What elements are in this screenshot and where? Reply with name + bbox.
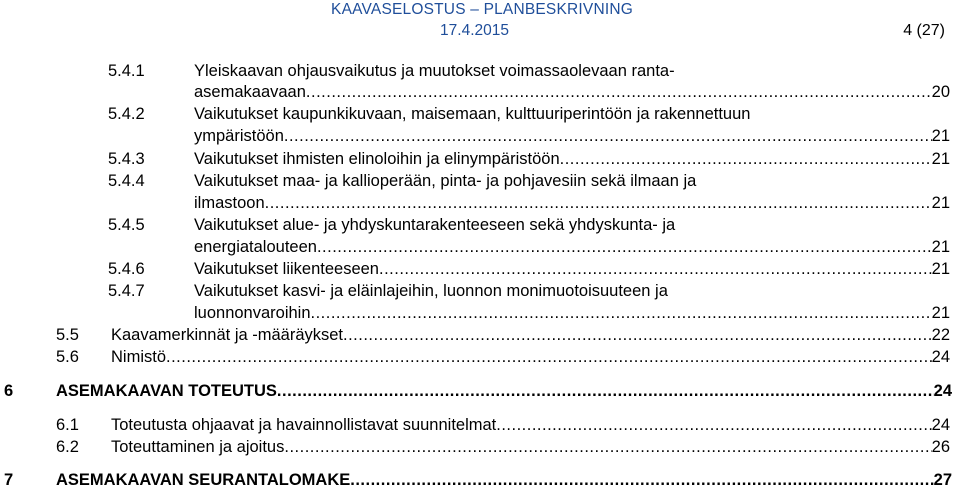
toc-number: 5.4.7 — [108, 282, 145, 300]
toc-page: 21 — [931, 150, 950, 168]
toc-title: Vaikutukset alue- ja yhdyskuntarakenteeseen sekä yhdyskunta- ja — [194, 216, 676, 234]
toc-title-cont: ympäristöön — [194, 127, 284, 145]
dot-leader — [284, 438, 931, 457]
toc-number: 5.6 — [56, 348, 79, 366]
toc-title-cont: ilmastoon — [194, 194, 265, 212]
dot-leader — [343, 326, 932, 345]
toc-page: 22 — [931, 326, 950, 344]
dot-leader — [560, 150, 932, 169]
toc-page: 21 — [931, 238, 950, 256]
toc-title: Vaikutukset kaupunkikuvaan, maisemaan, kulttuuriperintöön ja rakennettuun — [194, 105, 751, 123]
toc-number: 6.2 — [56, 438, 79, 456]
toc-page: 24 — [931, 416, 950, 434]
toc-page: 21 — [931, 194, 950, 212]
toc-title: ASEMAKAAVAN TOTEUTUS — [56, 382, 277, 400]
toc-number: 5.5 — [56, 326, 79, 344]
dot-leader — [265, 194, 932, 213]
dot-leader — [306, 83, 932, 102]
toc-number: 5.4.3 — [108, 150, 145, 168]
toc-title: ASEMAKAAVAN SEURANTALOMAKE — [56, 471, 351, 489]
toc-number: 5.4.1 — [108, 62, 145, 80]
toc-number: 5.4.4 — [108, 172, 145, 190]
toc-title: Nimistö — [111, 348, 167, 366]
toc-page: 24 — [931, 348, 950, 366]
page-number: 4 (27) — [903, 22, 945, 39]
dot-leader — [379, 260, 932, 279]
toc-title: Kaavamerkinnät ja -määräykset — [111, 326, 344, 344]
toc-page: 21 — [931, 260, 950, 278]
dot-leader — [350, 471, 933, 490]
toc-page: 21 — [931, 304, 950, 322]
dot-leader — [311, 304, 932, 323]
toc-number: 5.4.2 — [108, 105, 145, 123]
toc-title: Vaikutukset maa- ja kallioperään, pinta- ja pohjavesiin sekä ilmaan ja — [194, 172, 697, 190]
toc-title-cont: energiatalouteen — [194, 238, 317, 256]
toc-page: 24 — [933, 382, 952, 400]
toc-title: Vaikutukset kasvi- ja eläinlajeihin, luonnon monimuotoisuuteen ja — [194, 282, 668, 300]
dot-leader — [284, 127, 932, 146]
toc-number: 5.4.6 — [108, 260, 145, 278]
toc-title: Yleiskaavan ohjausvaikutus ja muutokset voimassaolevaan ranta- — [194, 62, 675, 80]
toc-title-cont: asemakaavaan — [194, 83, 306, 101]
toc-title: Vaikutukset liikenteeseen — [194, 260, 379, 278]
document-title: KAAVASELOSTUS – PLANBESKRIVNING — [331, 1, 633, 18]
dot-leader — [277, 382, 934, 401]
toc-number: 6.1 — [56, 416, 79, 434]
dot-leader — [317, 238, 932, 257]
toc-page: 27 — [933, 471, 952, 489]
toc-title-cont: luonnonvaroihin — [194, 304, 311, 322]
toc-number: 5.4.5 — [108, 216, 145, 234]
toc-title: Toteutusta ohjaavat ja havainnollistavat suunnitelmat — [111, 416, 497, 434]
toc-title: Toteuttaminen ja ajoitus — [111, 438, 285, 456]
dot-leader — [166, 348, 932, 367]
document-date: 17.4.2015 — [440, 22, 509, 39]
toc-page: 26 — [931, 438, 950, 456]
toc-number: 7 — [4, 471, 14, 489]
page-header — [0, 0, 945, 40]
toc-number: 6 — [4, 382, 14, 400]
toc-title: Vaikutukset ihmisten elinoloihin ja elinympäristöön — [194, 150, 560, 168]
toc-page: 20 — [931, 83, 950, 101]
toc-page: 21 — [931, 127, 950, 145]
dot-leader — [496, 416, 931, 435]
